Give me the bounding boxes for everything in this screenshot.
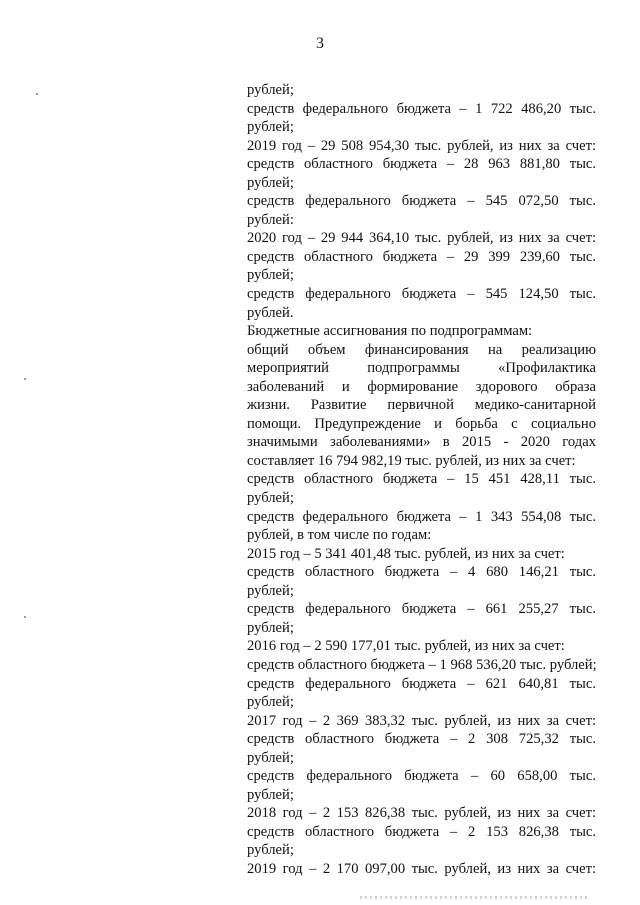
text-line: рублей; [247, 174, 294, 191]
text-line: рублей; [247, 82, 294, 98]
text-line: значимыми заболеваниями» в 2015 - 2020 годах [247, 434, 596, 451]
text-line: рублей; [247, 786, 294, 803]
text-line: средств областного бюджета – 1 968 536,20 тыс. рублей; [247, 656, 597, 673]
text-line: рублей. [247, 304, 294, 321]
scan-artifact [24, 378, 26, 380]
text-line: средств областного бюджета – 2 153 826,38 тыс. [247, 823, 596, 840]
text-line: жизни. Развитие первичной медико-санитарной [247, 397, 596, 414]
text-line: общий объем финансирования на реализацию [247, 341, 596, 358]
text-line: средств областного бюджета – 4 680 146,21 тыс. [247, 564, 596, 581]
text-line: средств федерального бюджета – 661 255,27 тыс. [247, 601, 596, 618]
text-line: рублей, в том числе по годам: [247, 527, 432, 544]
text-line: средств областного бюджета – 15 451 428,11 тыс. [247, 471, 596, 488]
text-line: 2018 год – 2 153 826,38 тыс. рублей, из них за счет: [247, 805, 596, 822]
text-line: рублей; [247, 267, 294, 284]
text-line: рублей; [247, 582, 294, 599]
text-line: заболеваний и формирование здорового образа [247, 378, 596, 395]
text-line: средств областного бюджета – 29 399 239,60 тыс. [247, 248, 596, 265]
text-line: средств федерального бюджета – 1 343 554,08 тыс. [247, 508, 596, 525]
text-line: средств федерального бюджета – 621 640,81 тыс. [247, 675, 596, 692]
text-line: средств областного бюджета – 2 308 725,32 тыс. [247, 731, 596, 748]
text-line: рублей; [247, 842, 294, 859]
text-line: рублей; [247, 749, 294, 766]
text-line: рублей; [247, 119, 294, 136]
text-line: 2019 год – 29 508 954,30 тыс. рублей, из них за счет: [247, 137, 596, 154]
text-line: 2019 год – 2 170 097,00 тыс. рублей, из них за счет: [247, 860, 596, 877]
text-line: рублей: [247, 211, 294, 228]
document-body [247, 81, 596, 879]
text-line: средств федерального бюджета – 60 658,00 тыс. [247, 768, 596, 785]
text-line: Бюджетные ассигнования по подпрограммам: [247, 323, 533, 340]
text-line: рублей; [247, 694, 294, 711]
text-line: средств федерального бюджета – 1 722 486,20 тыс. [247, 100, 596, 117]
scan-artifact [24, 616, 26, 618]
text-line: 2016 год – 2 590 177,01 тыс. рублей, из них за счет: [247, 638, 565, 655]
scan-artifact [360, 896, 590, 899]
text-line: 2017 год – 2 369 383,32 тыс. рублей, из них за счет: [247, 712, 596, 729]
text-line: мероприятий подпрограммы «Профилактика [247, 360, 596, 377]
scan-artifact [36, 93, 38, 95]
text-line: составляет 16 794 982,19 тыс. рублей, из них за счет: [247, 452, 576, 469]
text-line: помощи. Предупреждение и борьба с социально [247, 415, 596, 432]
text-line: рублей; [247, 490, 294, 507]
text-line: средств федерального бюджета – 545 124,50 тыс. [247, 286, 596, 303]
text-line: средств областного бюджета – 28 963 881,80 тыс. [247, 156, 596, 173]
text-line: рублей; [247, 619, 294, 636]
page-number: 3 [316, 35, 324, 52]
text-line: 2015 год – 5 341 401,48 тыс. рублей, из них за счет: [247, 545, 565, 562]
text-line: 2020 год – 29 944 364,10 тыс. рублей, из них за счет: [247, 230, 596, 247]
text-line: средств федерального бюджета – 545 072,50 тыс. [247, 193, 596, 210]
